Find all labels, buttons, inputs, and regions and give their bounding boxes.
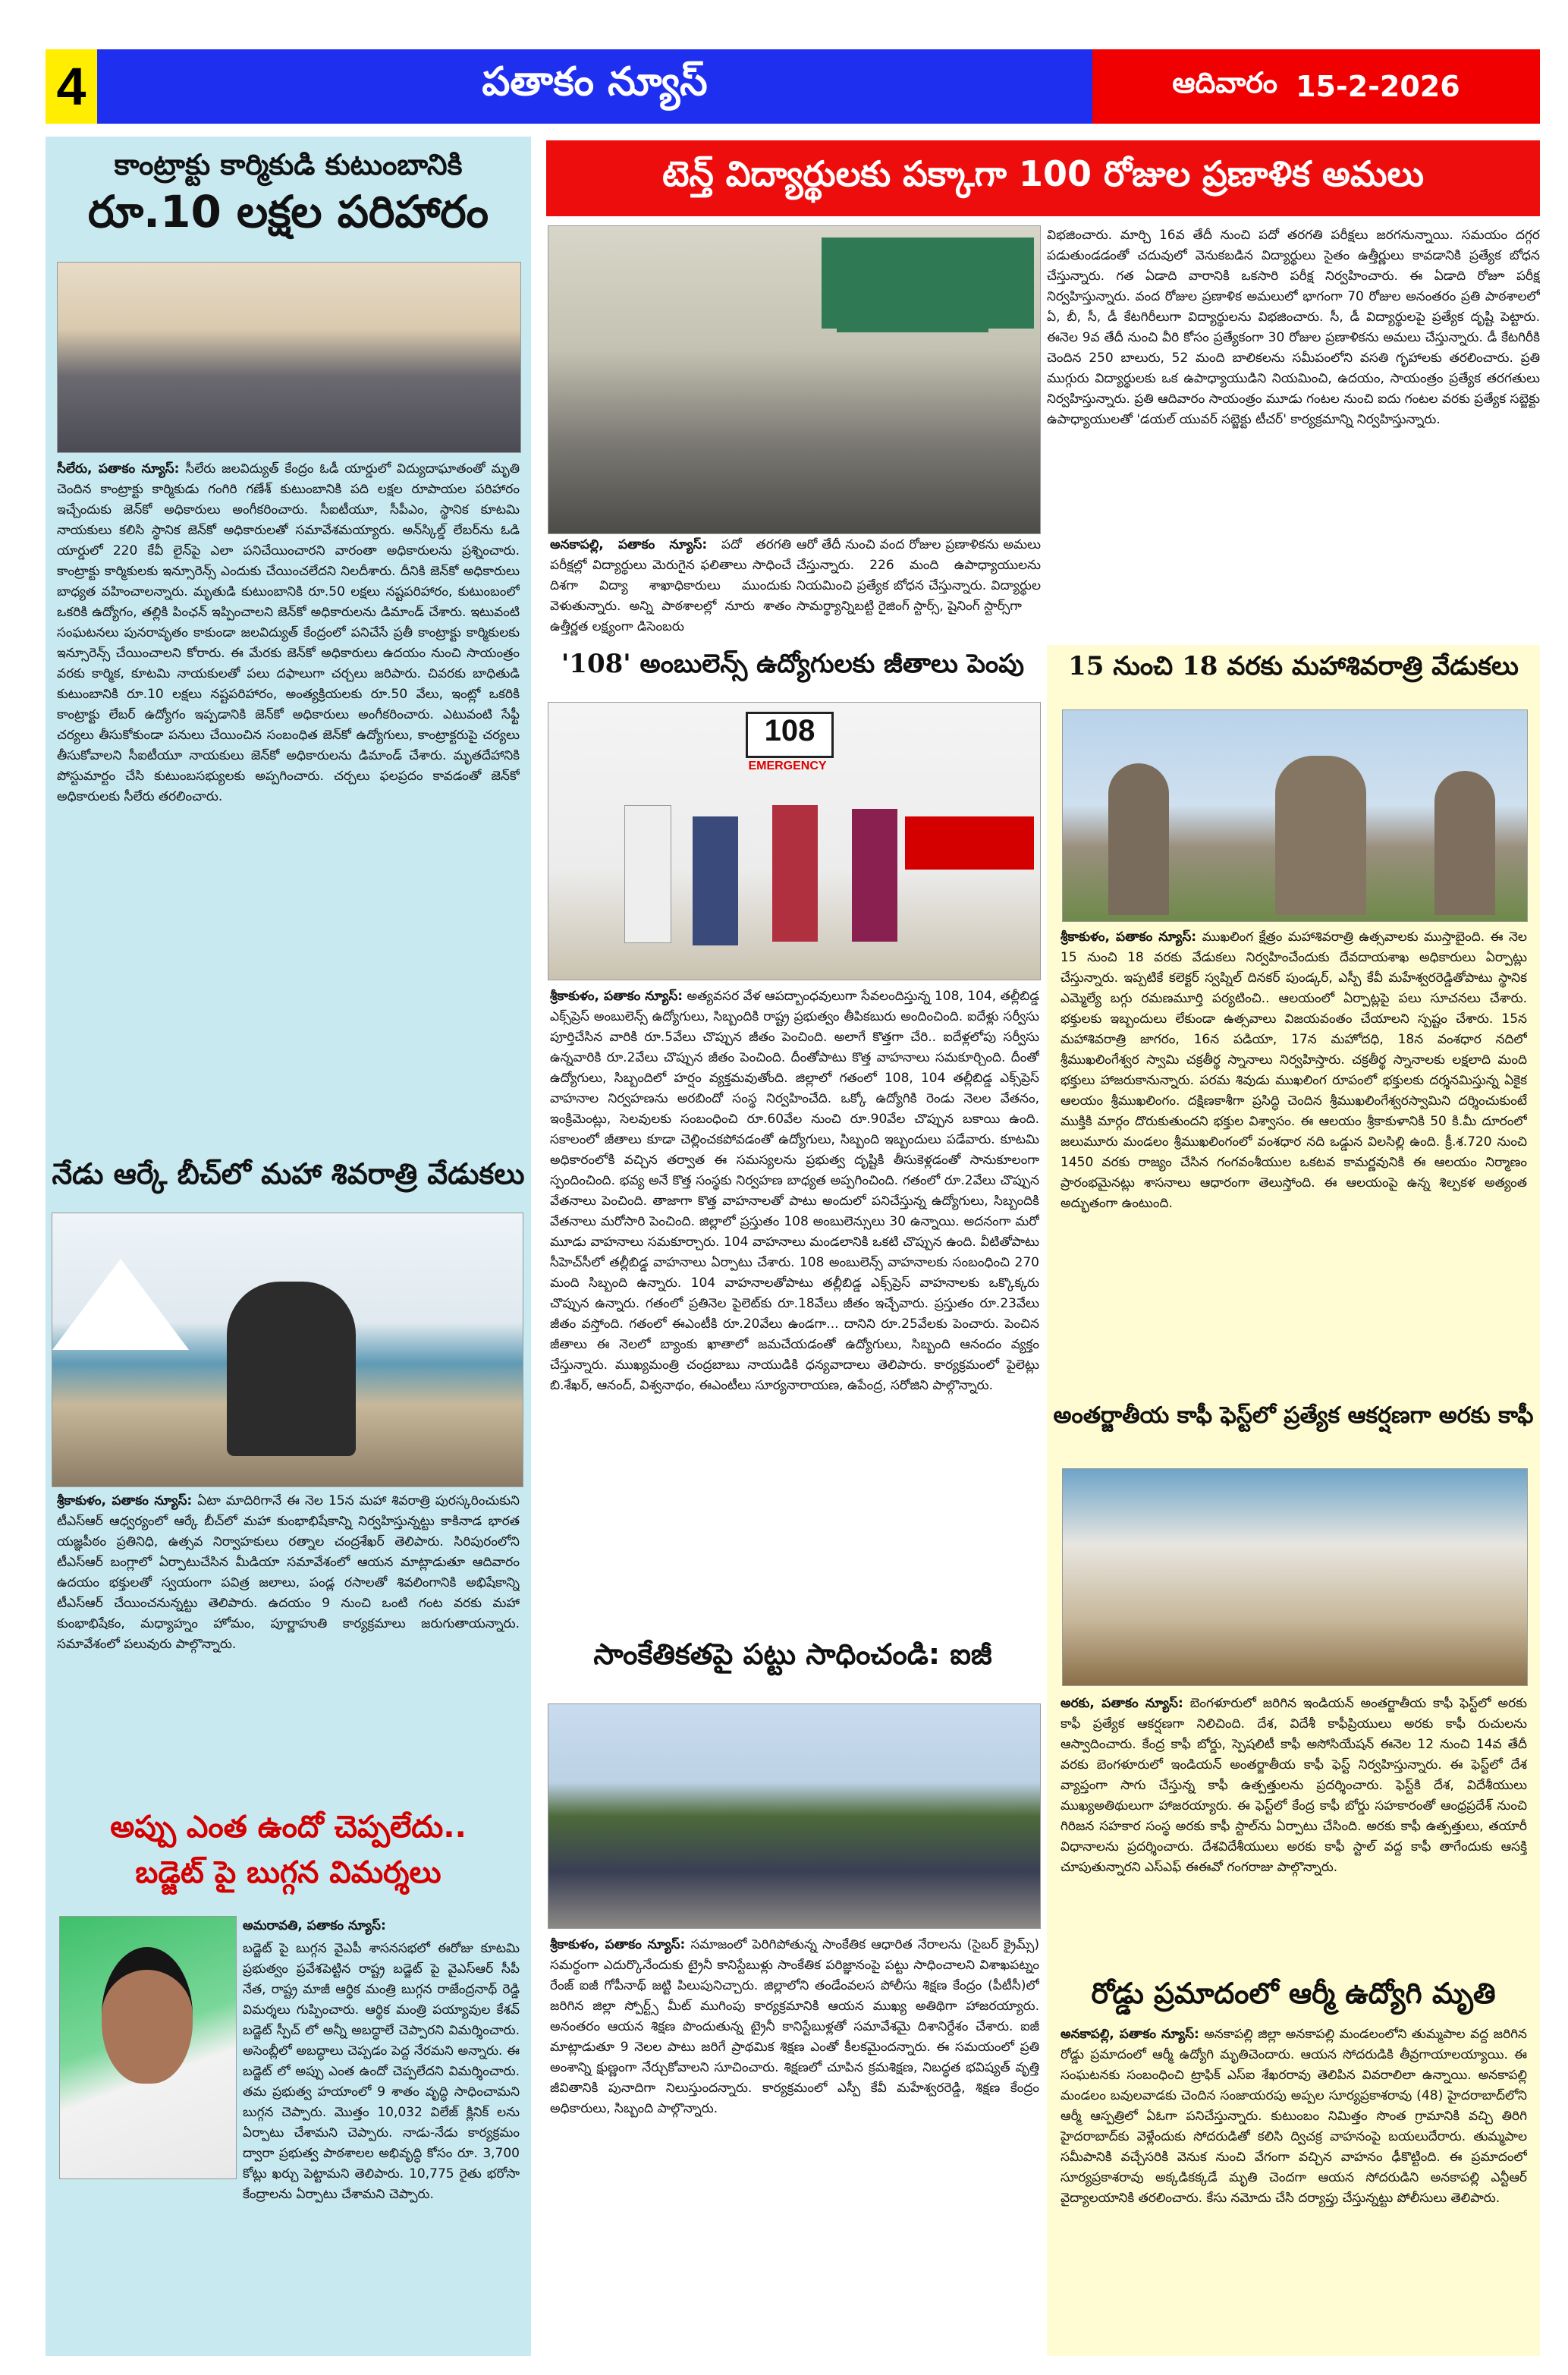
buggana-headline-2: బడ్జెట్ పై బుగ్గన విమర్శలు (135, 1855, 441, 1890)
ig-headline: సాంకేతికతపై పట్టు సాధించండి: ఐజీ (593, 1637, 992, 1671)
coffee-text: బెంగళూరులో జరిగిన ఇండియన్ అంతర్జాతీయ కాఫీ ఫెస్ట్‌లో అరకు కాఫీ ప్రత్యేక ఆకర్షణగా నిలిచింది. దేశ, విదేశీ కాఫీప్రియులు అరకు కాఫీ రుచులను ఆస్వాదించారు. కేంద్ర కాఫీ బోర్డు, స్పెషలిటీ కాఫీ అసోసియేషన్ ఈనెల 12 నుంచి 14వ తేదీ వరకు బెంగళూరులో ఇండియన్ అంతర్జాతీయ కాఫీ ఫెస్ట్ నిర్వహిస్తున్నారు. ఈ ఫెస్ట్‌లో దేశ వ్యాప్తంగా సాగు చేస్తున్న కాఫీ ఉత్పత్తులను ప్రదర్శించారు. ఫెస్ట్‌కి దేశ, విదేశీయులు ముఖ్యఅతిథులుగా హాజరయ్యారు. ఈ ఫెస్ట్‌లో కేంద్ర కాఫీ బోర్డు సహకారంతో ఆంధ్రప్రదేశ్ నుంచి గిరిజన సహకార సంస్థ అరకు కాఫీ స్టాల్‌ను ఏర్పాటు చేసింది. అరకు కాఫీ ఉత్పత్తులు, తయారీ విధానాలను ప్రదర్శించారు. దేశవిదేశీయులు అరకు కాఫీ స్టాల్ వద్ద కాఫీ తాగేందుకు ఆసక్తి చూపుతున్నారని ఎస్‌ఎఫ్ ఈఈవో గంగరాజు పాల్గొన్నారు. (1061, 1696, 1527, 1875)
arke-text: ఏటా మాదిరిగానే ఈ నెల 15న మహా శివరాత్రి పురస్కరించుకుని టీఎస్ఆర్ ఆధ్వర్యంలో ఆర్కే బీచ్‌లో మహా కుంభాభిషేకాన్ని నిర్వహిస్తున్నట్టు కాకినాడ భారత యజ్ఞపీఠం ప్రతినిధి, ఉత్సవ నిర్వాహకులు రత్నాల చంద్రశేఖర్ తెలిపారు. సిరిపురంలోని టీఎస్ఆర్ బంగ్లాలో ఏర్పాటుచేసిన మీడియా సమావేశంలో ఆయన మాట్లాడుతూ ఆదివారం ఉదయం భక్తులతో స్వయంగా పవిత్ర జలాలు, పండ్ల రసాలతో శివలింగానికి అభిషేకాన్ని టీఎస్ఆర్ చేయించనున్నట్టు తెలిపారు. ఉదయం 9 నుంచి ఒంటి గంట వరకు మహా కుంభాభిషేకం, మధ్యాహ్నం హోమం, పూర్ణాహుతి కార్యక్రమాలు జరుగుతాయన్నారు. సమావేశంలో పలువురు పాల్గొన్నారు. (57, 1493, 520, 1652)
page-number: 4 (46, 49, 97, 124)
ambulance-dateline: శ్రీకాకుళం, పతాకం న్యూస్: (550, 989, 683, 1004)
mukhalingam-temple-photo (1062, 709, 1528, 922)
portrait-face (102, 1947, 193, 2084)
coffee-fest-photo (1062, 1468, 1528, 1686)
ambulance-red-stripe (905, 816, 1034, 870)
tenth-text-a: పదో తరగతి పరీక్షల్లో విద్యార్థులు మెరుగైన ఫలితాలు సాధించే దిశగా విద్యా శాఖాధికారులు ముందుకు వెళుతున్నారు. అన్ని పాఠశాలల్లో నూరు శాతం ఉత్తీర్ణత లక్ష్యంగా డిసెంబరు (550, 537, 791, 634)
temple-tower-2 (1275, 756, 1366, 915)
coffee-headline: అంతర్జాతీయ కాఫీ ఫెస్ట్‌లో ప్రత్యేక ఆకర్షణగా అరకు కాఫీ (1053, 1402, 1534, 1429)
newspaper-title: పతాకం న్యూస్ (97, 49, 1092, 124)
tent-shape (52, 1259, 189, 1350)
road-accident-headline: రోడ్డు ప్రమాదంలో ఆర్మీ ఉద్యోగి మృతి (1091, 1977, 1496, 2010)
buggana-headline-1: అప్పు ఎంత ఉందో చెప్పలేదు.. (110, 1810, 467, 1845)
road-accident-dateline: అనకాపల్లి, పతాకం న్యూస్: (1061, 2027, 1199, 2042)
buggana-portrait-photo (59, 1916, 237, 2179)
road-accident-text: అనకాపల్లి జిల్లా అనకాపల్లి మండలంలోని తుమ్మపాల వద్ద జరిగిన రోడ్డు ప్రమాదంలో ఆర్మీ ఉద్యోగి మృతిచెందారు. ఆయన సోదరుడికి తీవ్రగాయాలయ్యాయి. ఈ సంఘటనకు సంబంధించి ట్రాఫిక్ ఎస్ఐ శేఖరరావు తెలిపిన వివరాలిలా ఉన్నాయి. అనకాపల్లి మండలం బవులవాడకు చెందిన సంజాయరపు అప్పల సూర్యప్రకాశరావు (48) హైదరాబాద్‌లోని ఆర్మీ ఆస్పత్రిలో ఏఓగా పనిచేస్తున్నారు. కుటుంబం నిమిత్తం సొంత గ్రామానికి వచ్చి తిరిగి హైదరాబాద్‌కు వెళ్లేందుకు సోదరుడితో కలిసి ద్విచక్ర వాహనంపై బయలుదేరారు. తుమ్మపాల సమీపానికి వచ్చేసరికి వెనుక నుంచి వేగంగా వచ్చిన వాహనం ఢీకొట్టింది. ఈ ప్రమాదంలో సూర్యప్రకాశరావు అక్కడికక్కడే మృతి చెందగా ఆయన సోదరుడిని అనకాపల్లి ఎన్టీఆర్ వైద్యాలయానికి తరలించారు. కేసు నమోదు చేసి దర్యాప్తు చేస్తున్నట్టు పోలీసులు తెలిపారు. (1061, 2027, 1527, 2206)
person-4 (852, 809, 897, 942)
buggana-text: బడ్జెట్ పై బుగ్గన వైఎపీ శాసనసభలో ఈరోజు కూటమి ప్రభుత్వం ప్రవేశపెట్టిన రాష్ట్ర బడ్జెట్ పై వైఎస్ఆర్ సీపీ నేత, రాష్ట్ర మాజీ ఆర్థిక మంత్రి బుగ్గన రాజేంద్రనాథ్ రెడ్డి విమర్శలు గుప్పించారు. ఆర్థిక మంత్రి పయ్యావుల కేశవ్ బడ్జెట్ స్పీచ్ లో అన్నీ అబద్ధాలే చెప్పారని విమర్శించారు. అసెంబ్లీలో అబద్ధాలు చెప్పడం పెద్ద నేరమని అన్నారు. ఈ బడ్జెట్ లో అప్పు ఎంత ఉందో చెప్పలేదని విమర్శించారు. తమ ప్రభుత్వ హయాంలో 9 శాతం వృద్ధి సాధించామని బుగ్గన చెప్పారు. మొత్తం 10,032 విలేజ్ క్లినిక్ లను ఏర్పాటు చేశామని చెప్పారు. నాడు-నేడు కార్యక్రమం ద్వారా ప్రభుత్వ పాఠశాలల అభివృద్ధి కోసం రూ. 3,700 కోట్లు ఖర్చు పెట్టామని తెలిపారు. 10,775 రైతు భరోసా కేంద్రాలను ఏర్పాటు చేశామని చెప్పారు. (243, 1941, 520, 2202)
tenth-classroom-photo (548, 225, 1041, 534)
tenth-dateline: అనకాపల్లి, పతాకం న్యూస్: (550, 537, 708, 552)
arke-headline: నేడు ఆర్కే బీచ్‌లో మహా శివరాత్రి వేడుకలు (52, 1157, 525, 1191)
genco-meeting-photo (57, 262, 521, 453)
shivalinga-figure (227, 1282, 356, 1456)
buggana-article-body (243, 1939, 520, 2348)
blackboard-2 (837, 241, 988, 332)
tenth-article-body-left (550, 535, 791, 637)
genco-text: సీలేరు జలవిద్యుత్ కేంద్రం ఓడీ యార్డులో విద్యుదాఘాతంతో మృతి చెందిన కాంట్రాక్టు కార్మికుడు గంగిరి గణేశ్ కుటుంబానికి పది లక్షల రూపాయల పరిహారం ఇచ్చేందుకు జెన్‌కో అధికారులు అంగీకరించారు. సీఐటీయూ, సీపీఎం, స్థానిక కూటమి నాయకులు కలిసి స్థానిక జెన్‌కో అధికారులతో సమావేశమయ్యారు. అన్‌స్కిల్డ్ లేబర్‌ను ఓడి యార్డులో 220 కేవీ లైన్‌పై ఎలా పనిచేయించారని వారంతా అధికారులను ప్రశ్నించారు. కాంట్రాక్టు కార్మికులకు ఇన్సూరెన్స్ ఎందుకు చేయించలేదని నిలదీశారు. దీనికి జెన్‌కో అధికారులు బాధ్యత వహించాలన్నారు. మృతుడి కుటుంబానికి రూ.50 లక్షలు నష్టపరిహారం, కుటుంబంలో ఒకరికి ఉద్యోగం, తల్లికి పింఛన్ ఇప్పించాలని జెన్‌కో అధికారులను డిమాండ్ చేశారు. ఇటువంటి సంఘటనలు పునరావృతం కాకుండా జలవిద్యుత్ కేంద్రంలో పనిచేసే ప్రతీ కాంట్రాక్టు కార్మికులకు ఇన్సూరెన్స్ చేయించాలని కోరారు. ఈ మేరకు జెన్‌కో అధికారులు ఉదయం నుంచి సాయంత్రం వరకు కార్మిక, కూటమి నాయకులతో పలు దఫాలుగా చర్చలు జరిపారు. చివరకు బాధితుడి కుటుంబానికి రూ.10 లక్షలు నష్టపరిహారం, అంత్యక్రియలకు రూ.50 వేలు, ఇంట్లో ఒకరికి కాంట్రాక్టు లేబర్ ఉద్యోగం ఇప్పడానికి జెన్‌కో అధికారులు అంగీకరించారు. ఎటువంటి సేఫ్టీ చర్యలు తీసుకోకుండా పనులు చేయించిన సంబంధిత జెన్‌కో ఉద్యోగులు, కాంట్రాక్టరుపై చర్యలు తీసుకోవాలని సీఐటీయూ నాయకులు జెన్‌కో అధికారులను డిమాండ్ చేశారు. మృతదేహానికి పోస్టుమార్టం చేసి కుటుంబసభ్యులకు అప్పగించారు. చర్చలు ఫలప్రదం కావడంతో జెన్‌కో అధికారులకు సీలేరు తరలించారు. (57, 461, 520, 804)
ambulance-text: అత్యవసర వేళ ఆపద్బాంధవులుగా సేవలందిస్తున్న 108, 104, తల్లీబిడ్డ ఎక్స్‌ప్రెస్ అంబులెన్స్ ఉద్యోగులు, సిబ్బందికి రాష్ట్ర ప్రభుత్వం తీపికబురు అందించింది. ఐదేళ్లు సర్వీసు పూర్తిచేసిన వారికి రూ.5వేలు చొప్పున జీతం పెంచింది. అలాగే కొత్తగా చేరి.. ఐదేళ్లలోపు సర్వీసు ఉన్నవారికి రూ.2వేలు చొప్పున జీతం పెంచింది. దీంతోపాటు కొత్త వాహనాలు సమకూర్చింది. దీంతో ఉద్యోగులు, సిబ్బందిలో హర్షం వ్యక్తమవుతోంది. జిల్లాలో గతంలో 108, 104 తల్లీబిడ్డ ఎక్స్‌ప్రెస్ వాహనాల నిర్వహణను అరబిందో సంస్థ నిర్వహించేది. ఒక్కో ఉద్యోగికి రెండు నెలల వేతనం, ఇంక్రిమెంట్లు, సెలవులకు సంబంధించి రూ.60వేల నుంచి రూ.90వేల చొప్పున బకాయి ఉంది. సకాలంలో జీతాలు కూడా చెల్లించకపోవడంతో ఉద్యోగులు, సిబ్బంది ఇబ్బందులు పడేవారు. కూటమి అధికారంలోకి వచ్చిన తర్వాత ఈ సమస్యలను ప్రభుత్వ దృష్టికి తీసుకెళ్లడంతో సానుకూలంగా స్పందించింది. భవ్య అనే కొత్త సంస్థకు నిర్వహణ బాధ్యత అప్పగించింది. గతంలో రూ.2వేలు చొప్పున వేతనాలు పెంచింది. తాజాగా కొత్త వాహనాలతో పాటు అందులో పనిచేస్తున్న ఉద్యోగులు, సిబ్బందికి వేతనాలు మరోసారి పెంచింది. జిల్లాలో ప్రస్తుతం 108 అంబులెన్సులు 30 ఉన్నాయి. అదనంగా మరో మూడు వాహనాలు సమకూర్చారు. 104 వాహనాలు మండలానికి ఒకటి చొప్పున ఉంది. వీటితోపాటు సీహెచ్‌సీలో తల్లీబిడ్డ వాహనాలు ఏర్పాటు చేశారు. 108 అంబులెన్స్ వాహనాలకు సంబంధించి 270 మంది సిబ్బంది ఉన్నారు. 104 వాహనాలతోపాటు తల్లీబిడ్డ ఎక్స్‌ప్రెస్ వాహనాలకు ఒక్కొక్కరు చొప్పున ఉన్నారు. గతంలో ప్రతినెల పైలెట్‌కు రూ.18వేలు జీతం ఇచ్చేవారు. ప్రస్తుతం రూ.23వేలు జీతం వస్తోంది. గతంలో ఈఎంటీకి రూ.20వేలు ఉండగా... దానిని రూ.25వేలకు పెంచారు. పెంచిన జీతాలు ఈ నెలలో బ్యాంకు ఖాతాలో జమచేయడంతో ఉద్యోగులు, సిబ్బంది ఆనందం వ్యక్తం చేస్తున్నారు. ముఖ్యమంత్రి చంద్రబాబు నాయుడికి ధన్యవాదాలు తెలిపారు. కార్యక్రమంలో పైలెట్లు బి.శేఖర్, ఆనంద్, విశ్వనాథం, ఈఎంటీలు సూర్యనారాయణ, ఉపేంద్ర, సరోజిని పాల్గొన్నారు. (550, 989, 1039, 1393)
ambulance-emergency-label: EMERGENCY (748, 760, 827, 772)
person-1 (624, 805, 671, 943)
arke-beach-shivalinga-photo (52, 1213, 523, 1487)
tenth-headline: టెన్త్ విద్యార్థులకు పక్కాగా 100 రోజుల ప్రణాళిక అమలు (546, 140, 1540, 216)
masthead-day: ఆదివారం (1172, 66, 1278, 99)
temple-tower-3 (1434, 771, 1495, 915)
tenth-text-b: ఆరో తేదీ నుంచి వంద రోజుల ప్రణాళికను అమలు చేస్తున్నారు. 226 మంది ఉపాధ్యాయులను నియమించి ప్రత్యేక బోధన చేస్తున్నారు. విద్యార్థుల సామర్థ్యాన్నిబట్టి రైజింగ్ స్టార్స్, షైనింగ్ స్టార్స్‌గా (797, 537, 1041, 614)
ambulance-headline: '108' అంబులెన్స్ ఉద్యోగులకు జీతాలు పెంపు (561, 649, 1025, 679)
arke-dateline: శ్రీకాకుళం, పతాకం న్యూస్: (57, 1493, 193, 1508)
coffee-dateline: అరకు, పతాకం న్యూస్: (1061, 1696, 1183, 1711)
mukhalingam-headline: 15 నుంచి 18 వరకు మహాశివరాత్రి వేడుకలు (1068, 651, 1519, 681)
mukhalingam-dateline: శ్రీకాకుళం, పతాకం న్యూస్: (1061, 930, 1197, 945)
tenth-article-body-mid (797, 535, 1041, 637)
ig-article-body (550, 1935, 1039, 2352)
road-accident-article-body (1061, 2024, 1527, 2351)
person-3 (772, 805, 818, 942)
ambulance-article-body (550, 986, 1039, 1624)
genco-dateline: సీలేరు, పతాకం న్యూస్: (57, 461, 180, 477)
temple-tower-1 (1108, 763, 1169, 915)
tenth-article-body-right (1047, 225, 1540, 639)
masthead-date (1092, 49, 1540, 124)
genco-headline: రూ.10 లక్షల పరిహారం (87, 186, 489, 238)
tenth-text-c: విభజించారు. మార్చి 16వ తేదీ నుంచి పదో తరగతి పరీక్షలు జరగనున్నాయి. సమయం దగ్గర పడుతుండడంతో చదువులో వెనుకబడిన విద్యార్థులు సైతం ఉత్తీర్ణులు కావడానికి ప్రత్యేక బోధన చేస్తున్నారు. గత ఏడాది వారానికి ఒకసారి పరీక్ష నిర్వహించారు. ఈ ఏడాది రోజూ పరీక్ష నిర్వహిస్తున్నారు. వంద రోజుల ప్రణాళిక అమలులో భాగంగా 70 రోజుల అనంతరం ప్రతి పాఠశాలలో ఏ, బీ, సీ, డీ కేటగిరీలుగా విద్యార్థులను విభజించారు. సీ, డీ విద్యార్థులపై ప్రత్యేక దృష్టి పెట్టారు. ఈనెల 9వ తేదీ నుంచి వీరి కోసం ప్రత్యేకంగా 30 రోజుల ప్రణాళికను అమలు చేస్తున్నారు. డీ కేటగిరీకి చెందిన 250 బాలురు, 52 మంది బాలికలను సమీపంలోని వసతి గృహాలకు తరలించారు. ప్రతి ముగ్గురు విద్యార్థులకు ఒక ఉపాధ్యాయుడిని నియమించి, ఉదయం, సాయంత్రం ప్రత్యేక తరగతులు నిర్వహిస్తున్నారు. ప్రతి ఆదివారం సాయంత్రం మూడు గంటల నుంచి ఐదు గంటల వరకు ప్రత్యేక సబ్జెక్టు ఉపాధ్యాయులతో 'డయల్ యువర్ సబ్జెక్టు టీచర్' కార్యక్రమాన్ని నిర్వహిస్తున్నారు. (1047, 228, 1540, 427)
genco-article-body (57, 459, 520, 1146)
person-2 (693, 816, 738, 945)
arke-article-body (57, 1491, 520, 1798)
ambulance-108-sign: 108 (746, 712, 834, 758)
ig-police-trainees-photo (548, 1703, 1041, 1929)
ig-text: సమాజంలో పెరిగిపోతున్న సాంకేతిక ఆధారిత నేరాలను (సైబర్ క్రైమ్స్) సమర్థంగా ఎదుర్కొనేందుకు ట్రైనీ కానిస్టేబుళ్లు సాంకేతిక పరిజ్ఞానంపై పట్టు సాధించాలని విశాఖపట్నం రేంజ్ ఐజీ గోపీనాథ్ జట్టి పిలుపునిచ్చారు. జిల్లాలోని తండేంవలస పోలీసు శిక్షణ కేంద్రం (పీటీసీ)లో జరిగిన జిల్లా స్పోర్ట్స్ మీట్ ముగింపు కార్యక్రమానికి ఆయన ముఖ్య అతిథిగా హాజరయ్యారు. అనంతరం ఆయన శిక్షణ పొందుతున్న ట్రైనీ కానిస్టేబుళ్లతో సమావేశమై దిశానిర్దేశం చేశారు. ఐజీ మాట్లాడుతూ 9 నెలల పాటు జరిగే ప్రాథమిక శిక్షణ ఎంతో కీలకమైందన్నారు. ఈ సమయంలో ప్రతి అంశాన్ని క్షుణ్ణంగా నేర్చుకోవాలని సూచించారు. శిక్షణలో చూపిన క్రమశిక్షణ, నిబద్ధత భవిష్యత్ వృత్తి జీవితానికి పునాదిగా నిలుస్తుందన్నారు. కార్యక్రమంలో ఎస్పీ కేవీ మహేశ్వరరెడ్డి, శిక్షణ కేంద్రం అధికారులు, సిబ్బంది పాల్గొన్నారు. (550, 1937, 1039, 2116)
ig-dateline: శ్రీకాకుళం, పతాకం న్యూస్: (550, 1937, 686, 1952)
coffee-article-body (1061, 1694, 1527, 1974)
ambulance-staff-photo (548, 702, 1041, 980)
mukhalingam-text: ముఖలింగ క్షేత్రం మహాశివరాత్రి ఉత్సవాలకు ముస్తాబైంది. ఈ నెల 15 నుంచి 18 వరకు వేడుకలు నిర్వహించేందుకు దేవదాయశాఖ అధికారులు ఏర్పాట్లు చేస్తున్నారు. ఇప్పటికే కలెక్టర్ స్వప్నిల్ దినకర్ పుండ్కర్, ఎస్పీ కేవీ మహేశ్వరరెడ్డితోపాటు స్థానిక ఎమ్మెల్యే బగ్గు రమణమూర్తి పర్యటించి.. ఆలయంలో ఏర్పాట్లపై పలు సూచనలు చేశారు. భక్తులకు ఇబ్బందులు లేకుండా ఉత్సవాలు విజయవంతం చేయాలని స్పష్టం చేశారు. 15న మహాశివరాత్రి జాగరం, 16న పడియా, 17న మహోదధి, 18న వంశధార నదిలో శ్రీముఖలింగేశ్వర స్వామి చక్రతీర్థ స్నానాలు నిర్వహిస్తారు. చక్రతీర్థ స్నానాలకు లక్షలాది మంది భక్తులు హాజరుకానున్నారు. పరమ శివుడు ముఖలింగ రూపంలో భక్తులకు దర్శనమిస్తున్న ఏకైక ఆలయం శ్రీముఖలింగం. దక్షిణకాశీగా ప్రసిద్ధి చెందిన శ్రీముఖలింగేశ్వరస్వామిని దర్శించుకుంటే ముక్తికి మార్గం దొరుకుతుందని భక్తుల విశ్వాసం. ఈ ఆలయం శ్రీకాకుళానికి 50 కి.మీ దూరంలో జలుమూరు మండలం శ్రీముఖలింగంలో వంశధార నది ఒడ్డున విలసిల్లి ఉంది. క్రీ.శ.720 నుంచి 1450 వరకు రాజ్యం చేసిన గంగవంశీయుల ఒకటవ కామర్ణవునికి ఈ ఆలయం నిర్మాణం ప్రారంభమైనట్లు శాసనాలు ఆధారంగా తెలుస్తోంది. ఈ ఆలయంపై ఉన్న శిల్పకళ అత్యంత అద్భుతంగా ఉంటుంది. (1061, 930, 1527, 1211)
mukhalingam-article-body (1061, 927, 1527, 1390)
buggana-dateline: అమరావతి, పతాకం న్యూస్: (243, 1918, 386, 1933)
genco-kicker: కాంట్రాక్టు కార్మికుడి కుటుంబానికి (114, 148, 463, 181)
masthead-date-value: 15-2-2026 (1296, 70, 1460, 103)
